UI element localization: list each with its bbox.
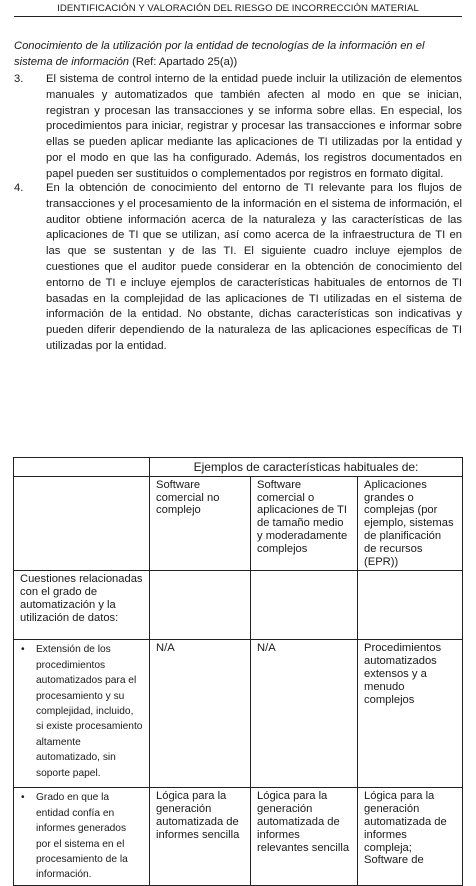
section-title [14,38,466,70]
paragraph-text: El sistema de control interno de la entidad puede incluir la utilización de elementos manuales y automatizados que también afecten al modo en que se inician, registran y procesan las transacciones y se informa sobre ellas. En especial, los procedimientos para iniciar, registrar y procesar las transacciones e informar sobre ellas se pueden aplicar mediante las aplicaciones de TI utilizadas por la entidad y por el modo en que las ha configurado. Además, los registros documentados en papel pueden ser sustituidos o complementados por registros en formato digital. [46,73,462,180]
header-divider [14,16,462,17]
table-header-row [14,458,463,477]
value-cell: Lógica para la generación automatizada de informes sencilla [150,788,251,885]
question-cell [14,788,150,885]
question-text: Extensión de los procedimientos automatizados para el procesamiento y su complejidad, incluido, si existe procesamiento altamente automatizado, sin soporte papel. [36,644,143,779]
column-header-medium: Software comercial o aplicaciones de TI de tamaño medio y moderadamente complejos [251,476,358,571]
questions-row [14,571,463,640]
table-subheader-row [14,476,463,571]
bullet-icon: • [21,792,25,804]
table-empty-cell [14,476,150,571]
it-characteristics-table [13,457,463,886]
group-header: Ejemplos de características habituales de: [150,458,463,477]
table-empty-cell [150,571,251,640]
paragraph-number: 3. [14,73,24,85]
questions-label: Cuestiones relacionadas con el grado de automatización y la utilización de datos: [14,571,150,640]
value-cell: Lógica para la generación automatizada de informes compleja; Software de [358,788,463,885]
table-row [14,640,463,788]
section-title-italic: Conocimiento de la utilización por la entidad de tecnologías de la información en el sistema de información [14,40,425,68]
page-header: IDENTIFICACIÓN Y VALORACIÓN DEL RIESGO DE INCORRECCIÓN MATERIAL [57,3,419,14]
column-header-non-complex: Software comercial no complejo [150,476,251,571]
value-cell: N/A [150,640,251,788]
question-text: Grado en que la entidad confía en informes generados por el sistema en el procesamiento de la información. [36,792,128,881]
paragraph-text: En la obtención de conocimiento del entorno de TI relevante para los flujos de transacciones y el procesamiento de la información en el sistema de información, el auditor obtiene información acerca de la naturaleza y las características de las aplicaciones de TI que se utilizan, así como acerca de la infraestructura de TI en las que se sustentan y de las TI. El siguiente cuadro incluye ejemplos de cuestiones que el auditor puede considerar en la obtención de conocimiento del entorno de TI e incluye ejemplos de características habituales de entornos de TI basadas en la complejidad de las aplicaciones de TI utilizadas en el sistema de información de la entidad. No obstante, dichas características son indicativas y pueden diferir dependiendo de la naturaleza de las aplicaciones específicas de TI utilizadas por la entidad. [46,182,462,352]
paragraph-3 [14,72,462,183]
table-empty-cell [358,571,463,640]
paragraph-4 [14,181,462,355]
bullet-icon: • [21,644,25,656]
column-header-complex: Aplicaciones grandes o complejas (por ejemplo, sistemas de planificación de recursos (EPR)) [358,476,463,571]
table-corner-cell [14,458,150,477]
paragraph-number: 4. [14,182,24,194]
table-row [14,788,463,885]
question-cell [14,640,150,788]
table-empty-cell [251,571,358,640]
value-cell: N/A [251,640,358,788]
value-cell: Lógica para la generación automatizada de informes relevantes sencilla [251,788,358,885]
section-reference: (Ref: Apartado 25(a)) [129,56,238,68]
value-cell: Procedimientos automatizados extensos y a menudo complejos [358,640,463,788]
